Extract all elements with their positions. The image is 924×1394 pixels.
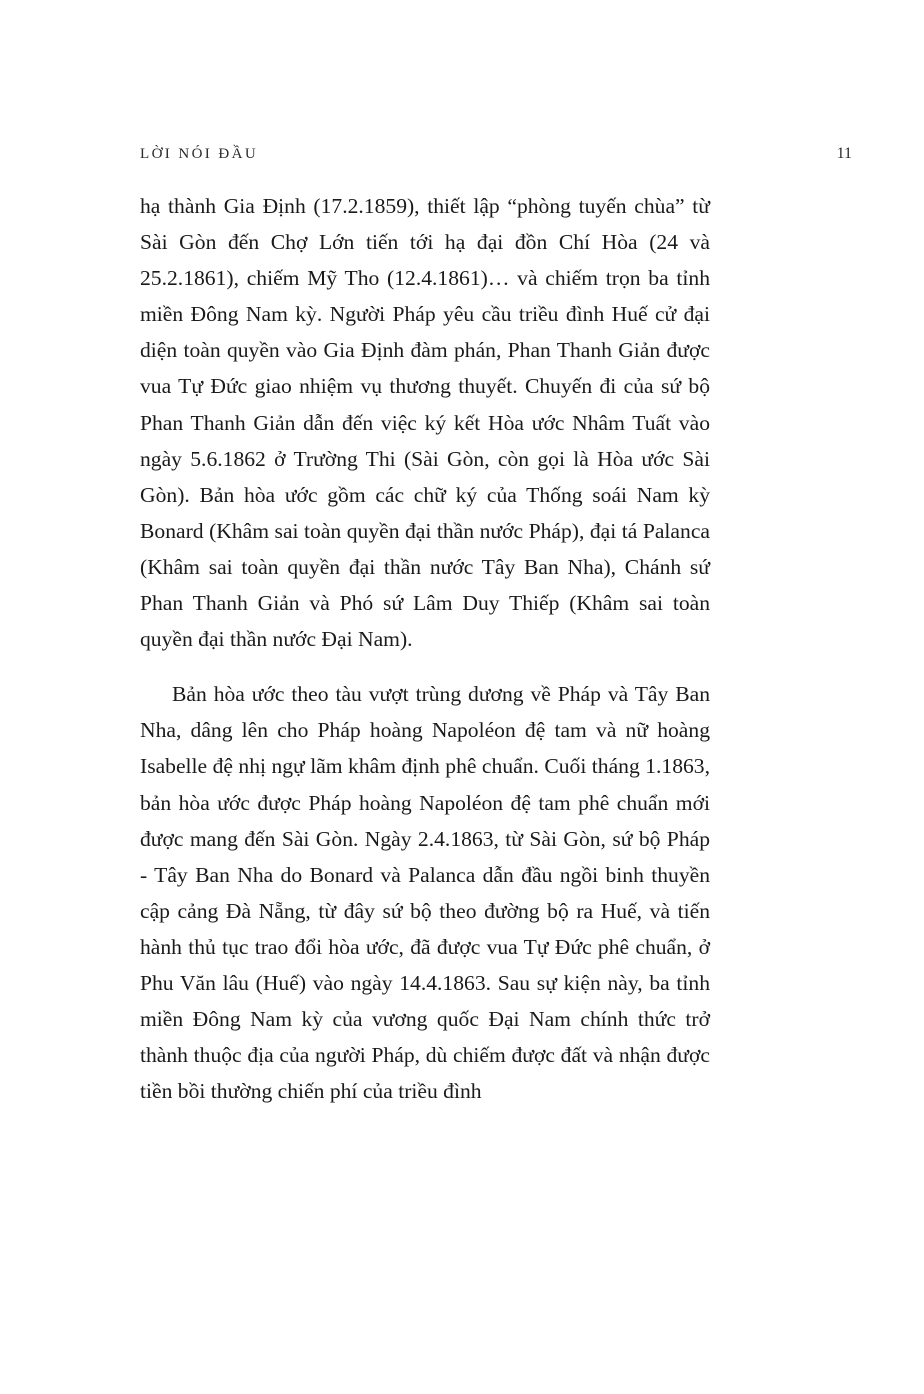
paragraph-1: hạ thành Gia Định (17.2.1859), thiết lập “phòng tuyến chùa” từ Sài Gòn đến Chợ Lớn tiến tới hạ đại đồn Chí Hòa (24 và 25.2.1861), chiếm Mỹ Tho (12.4.1861)… và chiếm trọn ba tỉnh miền Đông Nam kỳ. Người Pháp yêu cầu triều đình Huế cử đại diện toàn quyền vào Gia Định đàm phán, Phan Thanh Giản được vua Tự Đức giao nhiệm vụ thương thuyết. Chuyến đi của sứ bộ Phan Thanh Giản dẫn đến việc ký kết Hòa ước Nhâm Tuất vào ngày 5.6.1862 ở Trường Thi (Sài Gòn, còn gọi là Hòa ước Sài Gòn). Bản hòa ước gồm các chữ ký của Thống soái Nam kỳ Bonard (Khâm sai toàn quyền đại thần nước Pháp), đại tá Palanca (Khâm sai toàn quyền đại thần nước Tây Ban Nha), Chánh sứ Phan Thanh Giản và Phó sứ Lâm Duy Thiếp (Khâm sai toàn quyền đại thần nước Đại Nam).: [140, 194, 710, 652]
page-number: 11: [836, 145, 852, 162]
body-text: [140, 188, 710, 1109]
running-header: [140, 143, 852, 165]
section-title: LỜI NÓI ĐẦU: [140, 146, 259, 162]
paragraph-2: Bản hòa ước theo tàu vượt trùng dương về Pháp và Tây Ban Nha, dâng lên cho Pháp hoàng Napoléon đệ tam và nữ hoàng Isabelle đệ nhị ngự lãm khâm định phê chuẩn. Cuối tháng 1.1863, bản hòa ước được Pháp hoàng Napoléon đệ tam phê chuẩn mới được mang đến Sài Gòn. Ngày 2.4.1863, từ Sài Gòn, sứ bộ Pháp - Tây Ban Nha do Bonard và Palanca dẫn đầu ngồi binh thuyền cập cảng Đà Nẵng, từ đây sứ bộ theo đường bộ ra Huế, và tiến hành thủ tục trao đổi hòa ước, đã được vua Tự Đức phê chuẩn, ở Phu Văn lâu (Huế) vào ngày 14.4.1863. Sau sự kiện này, ba tỉnh miền Đông Nam kỳ của vương quốc Đại Nam chính thức trở thành thuộc địa của người Pháp, dù chiếm được đất và nhận được tiền bồi thường chiến phí của triều đình: [140, 682, 710, 1104]
